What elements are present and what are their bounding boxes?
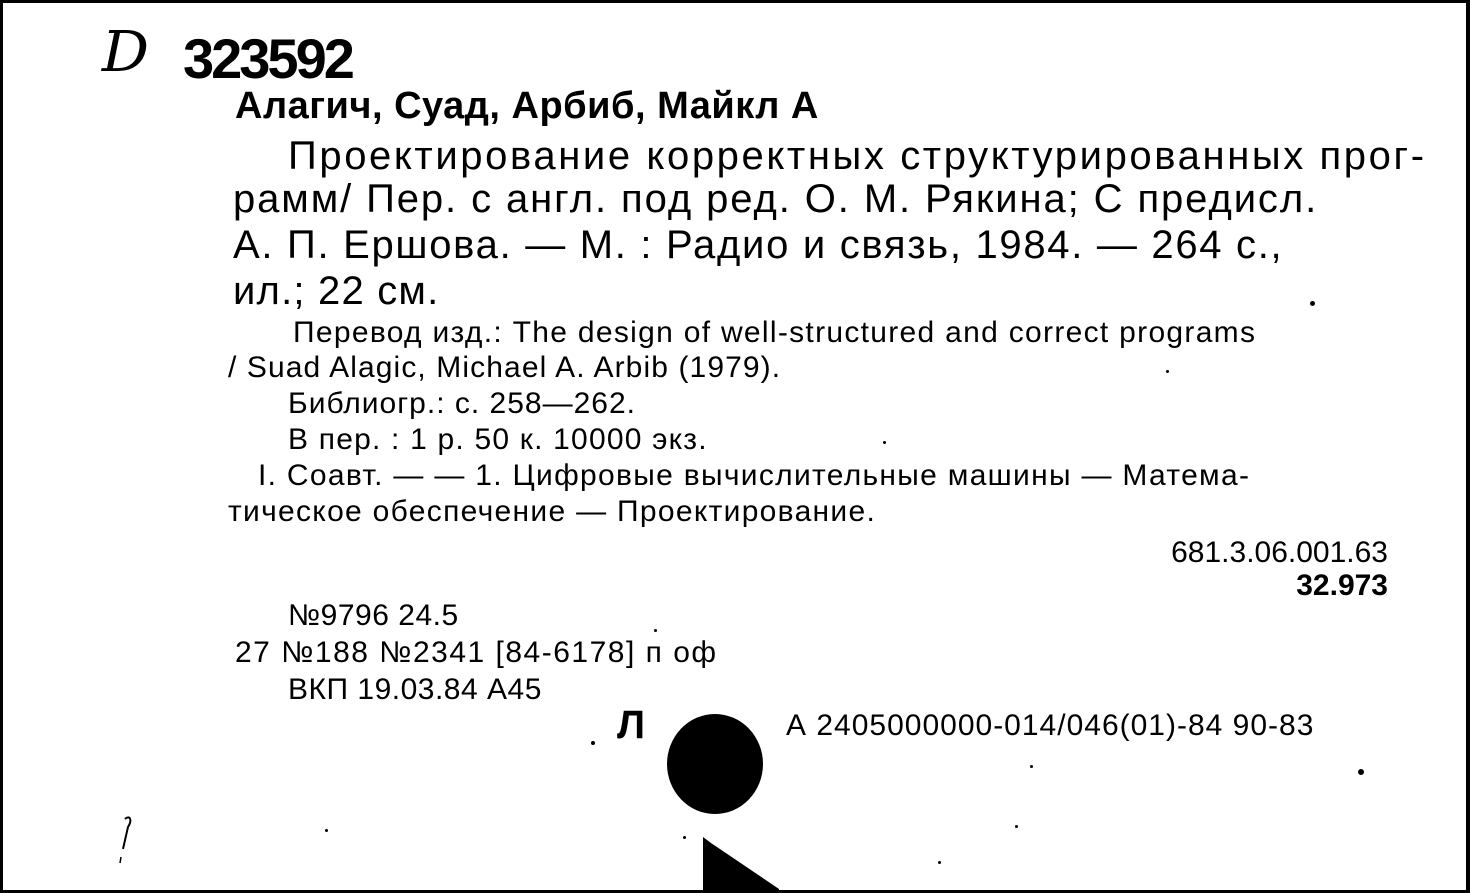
speck [683, 836, 686, 839]
series-mark: Л [617, 703, 646, 747]
translation-note-continued: / Suad Alagic, Michael A. Arbib (1979). [228, 351, 782, 384]
bbk-code: 32.973 [1296, 569, 1388, 602]
bibliography-note: Библиогр.: с. 258—262. [288, 387, 636, 420]
speck [1015, 825, 1018, 828]
pencil-mark [115, 813, 135, 870]
speck [1358, 769, 1364, 775]
udc-code: 681.3.06.001.63 [1171, 536, 1388, 569]
speck [1030, 765, 1033, 768]
publisher-code: А 2405000000-014/046(01)-84 90-83 [786, 709, 1315, 742]
translation-note: Перевод изд.: The design of well-structured and correct programs [293, 316, 1257, 349]
punch-hole [667, 714, 763, 814]
subject-headings: I. Соавт. — — 1. Цифровые вычислительные машины — Матема- [258, 459, 1251, 492]
speck [1166, 370, 1169, 373]
author-heading: Алагич, Суад, Арбиб, Майкл А [235, 85, 819, 127]
call-letter: D [101, 20, 150, 85]
speck [938, 861, 941, 864]
subject-headings-continued: тическое обеспечение — Проектирование. [228, 495, 877, 528]
price-note: В пер. : 1 р. 50 к. 10000 экз. [288, 423, 708, 456]
description-line: рамм/ Пер. с англ. под ред. О. М. Рякина; С предисл. [233, 177, 1319, 221]
speck [654, 629, 657, 632]
speck [1310, 301, 1315, 306]
description-line: ил.; 22 см. [233, 269, 440, 313]
speck [325, 829, 328, 832]
description-line: Проектирование корректных структурированных прог- [288, 134, 1427, 178]
speck [883, 441, 886, 444]
corner-notch [703, 837, 783, 893]
tech-line: 27 №188 №2341 [84-6178] п оф [235, 636, 718, 669]
tech-line: №9796 24.5 [288, 599, 459, 632]
speck [591, 741, 595, 745]
call-number: 323592 [183, 27, 352, 90]
tech-line: ВКП 19.03.84 А45 [288, 673, 542, 706]
description-line: А. П. Ершова. — М. : Радио и связь, 1984. — 264 с., [233, 223, 1284, 267]
